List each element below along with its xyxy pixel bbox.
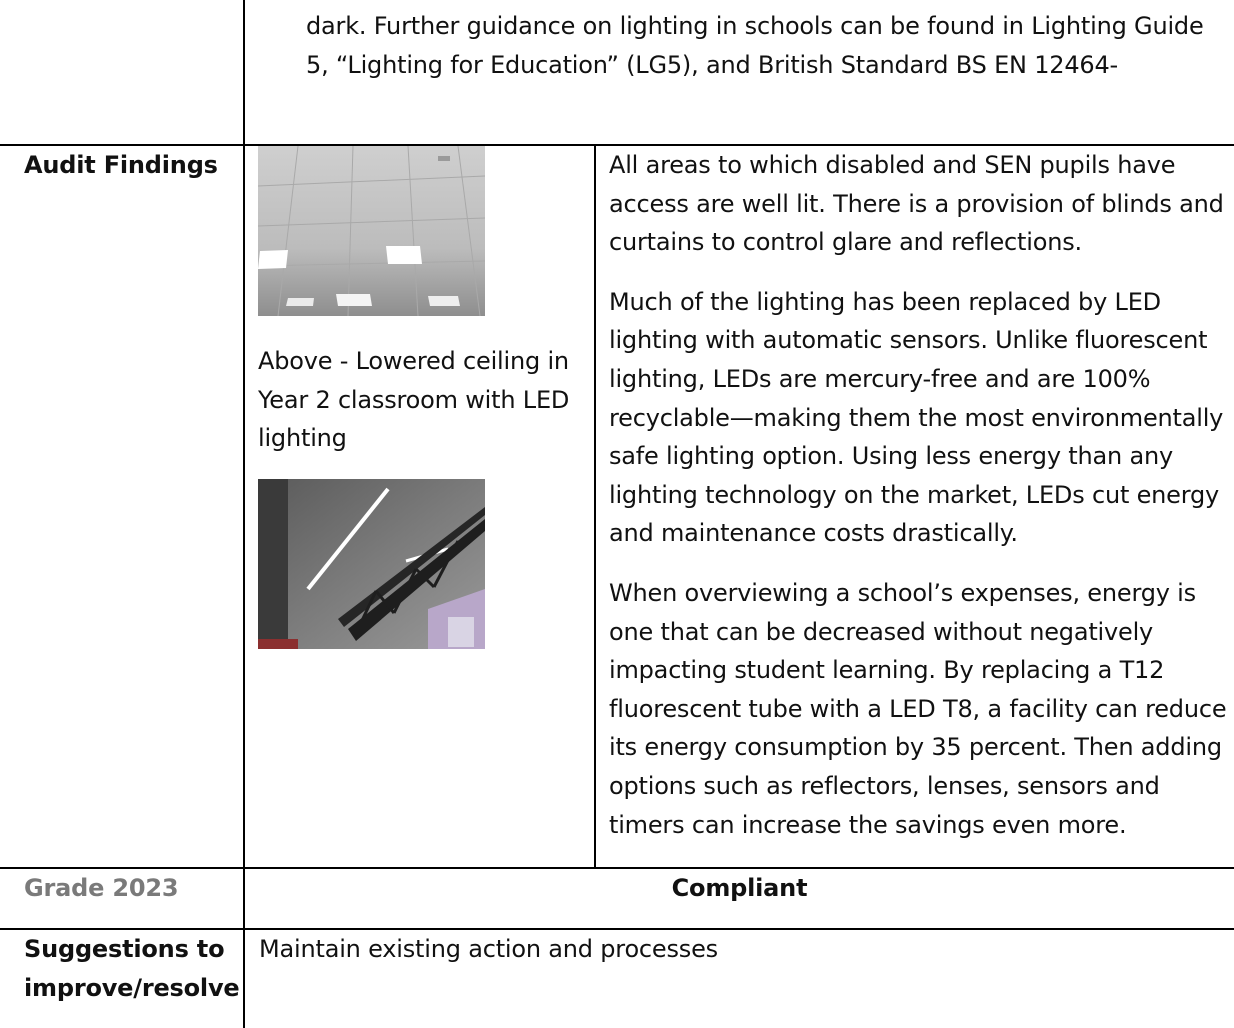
findings-paragraph-1: All areas to which disabled and SEN pupils have access are well lit. There is a provision of blinds and curtains to control glare and reflections. — [609, 151, 1224, 257]
findings-paragraph-3: When overviewing a school’s expenses, energy is one that can be decreased without negatively impacting student learning. By replacing a T12 fluorescent tube with a LED T8, a facility can reduce its energy consumption by 35 percent. Then adding options such as reflectors, lenses, sensors and timers can increase the savings even more. — [609, 578, 1227, 839]
suggestions-value: Maintain existing action and processes — [259, 935, 718, 963]
classroom-ceiling-led-photo — [258, 146, 485, 316]
audit-findings-label: Audit Findings — [24, 151, 218, 179]
photo-caption: Above - Lowered ceiling in Year 2 classroom with LED lighting — [258, 347, 570, 453]
led-truss-lighting-photo — [258, 479, 485, 649]
suggestions-label: Suggestions to improve/resolve — [24, 935, 240, 1002]
audit-findings-text — [609, 146, 1227, 865]
continuation-paragraph: dark. Further guidance on lighting in schools can be found in Lighting Guide 5, “Lighting for Education” (LG5), and British Standard BS EN 12464- — [306, 12, 1204, 79]
table-vertical-rule-mid — [594, 145, 596, 868]
grade-label: Grade 2023 — [24, 874, 179, 902]
findings-paragraph-2: Much of the lighting has been replaced by LED lighting with automatic sensors. Unlike fluorescent lighting, LEDs are mercury-free and are 100% recyclable—making them the most environmentally safe lighting option. Using less energy than any lighting technology on the market, LEDs cut energy and maintenance costs drastically. — [609, 287, 1224, 548]
grade-value: Compliant — [671, 874, 808, 902]
